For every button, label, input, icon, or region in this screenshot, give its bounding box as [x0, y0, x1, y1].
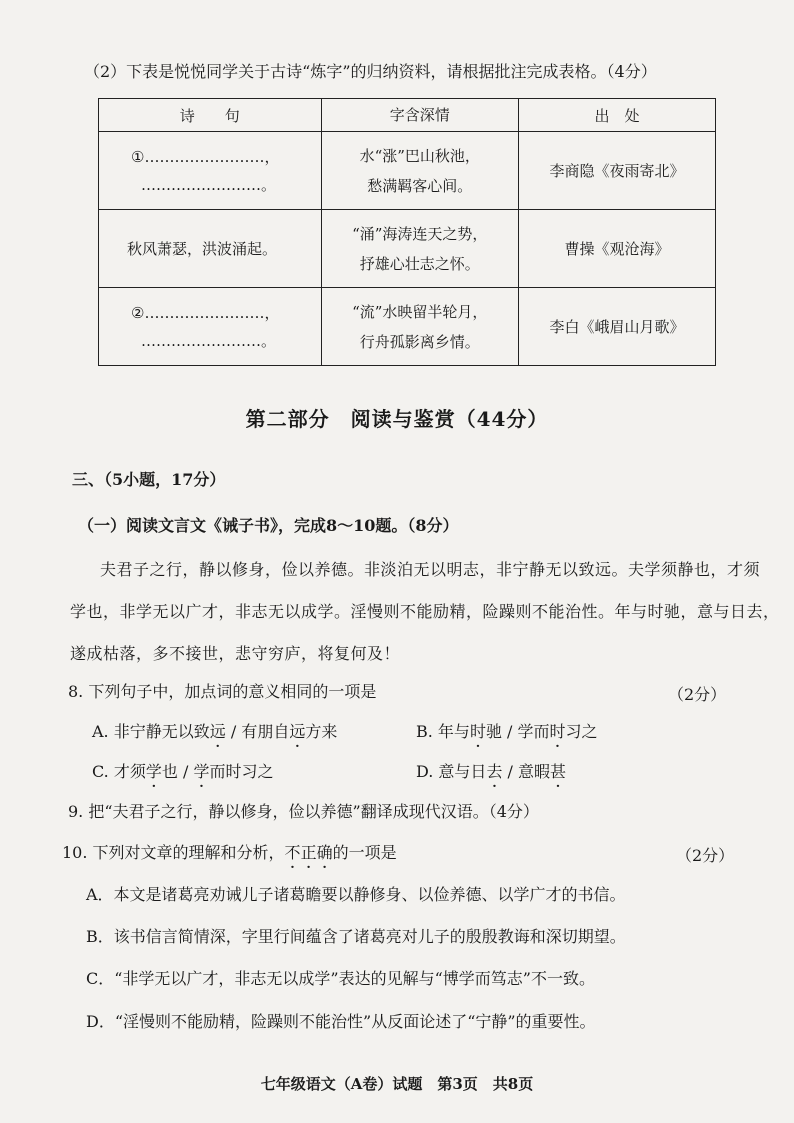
option-text: / 有朋自	[225, 722, 290, 741]
source-cell: 曹操《观沧海》	[518, 210, 715, 288]
meaning-line: “涌”海涛连天之势，	[352, 224, 488, 243]
poem-cell	[99, 210, 322, 288]
poem-table	[98, 98, 716, 366]
table-row	[99, 132, 716, 210]
table-header-source: 出 处	[518, 99, 715, 132]
question-9: 9. 把“夫君子之行，静以修身，俭以养德”翻译成现代汉语。（4分）	[68, 802, 539, 821]
dotted-word: 远	[289, 722, 306, 741]
option-text: A. 非宁静无以致	[92, 722, 210, 741]
table-row	[99, 288, 716, 366]
poem-cell[interactable]	[99, 288, 322, 366]
blank-2a[interactable]: ②……………………，	[131, 303, 280, 322]
blank-2b[interactable]: ……………………。	[141, 331, 277, 350]
meaning-line: 水“涨”巴山秋池，	[359, 146, 480, 165]
source-cell: 李白《峨眉山月歌》	[518, 288, 715, 366]
dotted-word: 不	[284, 843, 301, 862]
dotted-word: 学	[193, 762, 210, 781]
blank-1b[interactable]: ……………………。	[141, 175, 277, 194]
dotted-word: 正	[300, 843, 317, 862]
q10-option-d[interactable]: D．“淫慢则不能励精，险躁则不能治性”从反面论述了“宁静”的重要性。	[86, 1012, 596, 1031]
dotted-word: 学	[145, 762, 162, 781]
source-cell: 李商隐《夜雨寄北》	[518, 132, 715, 210]
meaning-cell	[321, 288, 518, 366]
option-text: 驰 / 学而	[485, 722, 550, 741]
q10-option-c[interactable]: C．“非学无以广才，非志无以成学”表达的见解与“博学而笃志”不一致。	[86, 969, 595, 988]
q10-option-b[interactable]: B．该书信言简情深，字里行间蕴含了诸葛亮对儿子的殷殷教诲和深切期望。	[86, 927, 626, 946]
poem-cell[interactable]	[99, 132, 322, 210]
option-text: 习之	[565, 722, 598, 741]
q10-option-a[interactable]: A．本文是诸葛亮劝诫儿子诸葛瞻要以静修身、以俭养德、以学广才的书信。	[86, 885, 626, 904]
question-2-intro: （2）下表是悦悦同学关于古诗“炼字”的归纳资料，请根据批注完成表格。（4分）	[84, 62, 657, 81]
option-text: 也 /	[161, 762, 194, 781]
question-10-score: （2分）	[676, 846, 735, 865]
table-header-meaning: 字含深情	[321, 99, 518, 132]
dotted-word: 去	[486, 762, 503, 781]
q8-option-c[interactable]	[92, 762, 273, 782]
option-text: 而时习之	[209, 762, 274, 781]
subsection-1-heading: （一）阅读文言文《诫子书》，完成8～10题。（8分）	[78, 516, 459, 535]
stem-text: 的一项是	[332, 843, 397, 862]
dotted-word: 远	[209, 722, 226, 741]
q8-option-a[interactable]	[92, 722, 337, 742]
meaning-cell	[321, 210, 518, 288]
part-2-title: 第二部分 阅读与鉴赏（44分）	[245, 407, 549, 431]
dotted-word: 甚	[550, 762, 567, 781]
option-text: B. 年与	[416, 722, 470, 741]
question-8-score: （2分）	[668, 685, 727, 704]
stem-text: 10. 下列对文章的理解和分析，	[62, 843, 285, 862]
section-3-heading: 三、（5小题，17分）	[72, 470, 226, 489]
question-10-stem	[62, 843, 397, 863]
blank-1a[interactable]: ①……………………，	[131, 147, 280, 166]
q8-option-d[interactable]	[416, 762, 566, 782]
option-text: 方来	[305, 722, 338, 741]
page-footer: 七年级语文（A卷）试题 第3页 共8页	[260, 1075, 534, 1093]
meaning-line: 行舟孤影离乡情。	[359, 332, 480, 351]
passage-line: 学也，非学无以广才，非志无以成学。淫慢则不能励精，险躁则不能治性。年与时驰，意与日去，	[70, 602, 780, 621]
passage-line: 遂成枯落，多不接世，悲守穷庐，将复何及！	[70, 644, 401, 663]
meaning-cell	[321, 132, 518, 210]
passage-line: 夫君子之行，静以修身，俭以养德。非淡泊无以明志，非宁静无以致远。夫学须静也，才须	[100, 560, 761, 579]
q8-option-b[interactable]	[416, 722, 598, 742]
option-text: / 意暇	[502, 762, 551, 781]
dotted-word: 时	[469, 722, 486, 741]
meaning-line: “流”水映留半轮月，	[352, 302, 488, 321]
dotted-word: 时	[549, 722, 566, 741]
option-text: D. 意与日	[416, 762, 487, 781]
poem-text: 秋风萧瑟，洪波涌起。	[127, 240, 278, 258]
dotted-word: 确	[316, 843, 333, 862]
table-header-poem: 诗 句	[99, 99, 322, 132]
option-text: C. 才须	[92, 762, 146, 781]
question-8-stem: 8. 下列句子中，加点词的意义相同的一项是	[68, 682, 377, 701]
meaning-line: 愁满羁客心间。	[367, 176, 473, 195]
table-row	[99, 210, 716, 288]
table-header-row	[99, 99, 716, 132]
meaning-line: 抒雄心壮志之怀。	[359, 254, 480, 273]
